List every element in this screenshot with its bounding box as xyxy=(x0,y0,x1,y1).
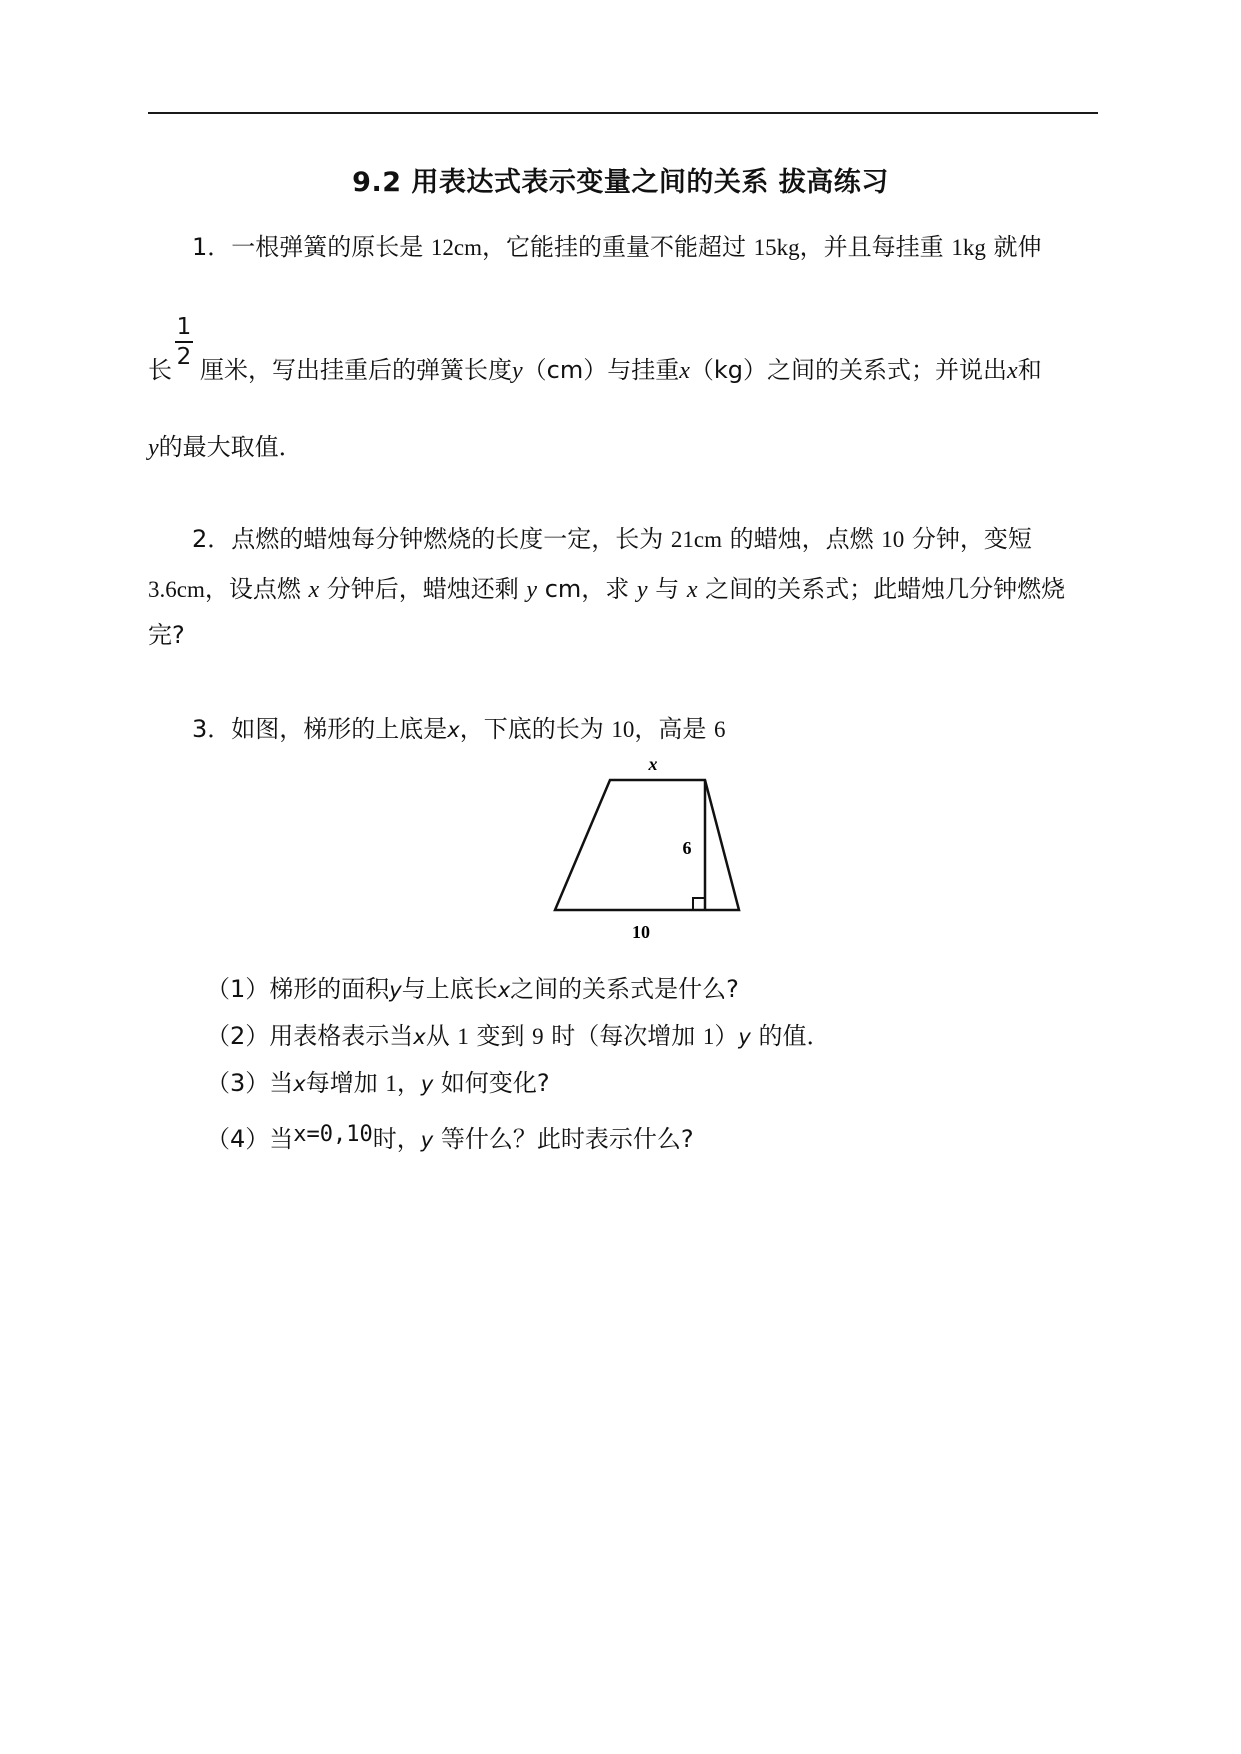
q3-number: 3． xyxy=(192,715,232,743)
bottom-base-label: 10 xyxy=(632,922,650,942)
right-angle-mark xyxy=(693,898,705,910)
q1-line-2: 长 厘米，写出挂重后的弹簧长度y（cm）与挂重x（kg）之间的关系式；并说出x和 xyxy=(148,356,1042,384)
q1-line-3: y的最大取值． xyxy=(148,433,303,461)
fraction-one-half: 1 2 xyxy=(176,314,192,370)
trapezoid-figure xyxy=(545,752,745,952)
height-label: 6 xyxy=(682,838,692,858)
q3-line-1: 3．如图，梯形的上底是x，下底的长为 10，高是 6 xyxy=(192,715,726,743)
q2-number: 2． xyxy=(192,525,232,553)
top-base-label: x xyxy=(648,754,658,774)
q3-sub-4: （4）当x=0,10时，y 等什么？此时表示什么? xyxy=(206,1122,694,1153)
q3-sub-1: （1）梯形的面积y与上底长x之间的关系式是什么? xyxy=(206,975,739,1003)
q2-line-1: 2．点燃的蜡烛每分钟燃烧的长度一定，长为 21cm 的蜡烛，点燃 10 分钟，变短 xyxy=(192,525,1032,553)
q3-sub-2: （2）用表格表示当x从 1 变到 9 时（每次增加 1）y 的值． xyxy=(206,1022,831,1050)
q2-line-3: 完? xyxy=(148,621,185,649)
q1-number: 1． xyxy=(192,233,232,261)
expression: x=0,10 xyxy=(293,1122,373,1147)
page-title: 9.2 用表达式表示变量之间的关系 拔高练习 xyxy=(352,167,889,198)
trapezoid-shape xyxy=(555,780,739,910)
header-rule xyxy=(148,112,1098,114)
q3-sub-3: （3）当x每增加 1，y 如何变化? xyxy=(206,1069,550,1097)
q1-line-1: 1．一根弹簧的原长是 12cm，它能挂的重量不能超过 15kg，并且每挂重 1kg 就伸 xyxy=(192,233,1042,261)
q2-line-2: 3.6cm，设点燃 x 分钟后，蜡烛还剩 y cm，求 y 与 x 之间的关系式；此蜡烛几分钟燃烧 xyxy=(148,575,1066,603)
